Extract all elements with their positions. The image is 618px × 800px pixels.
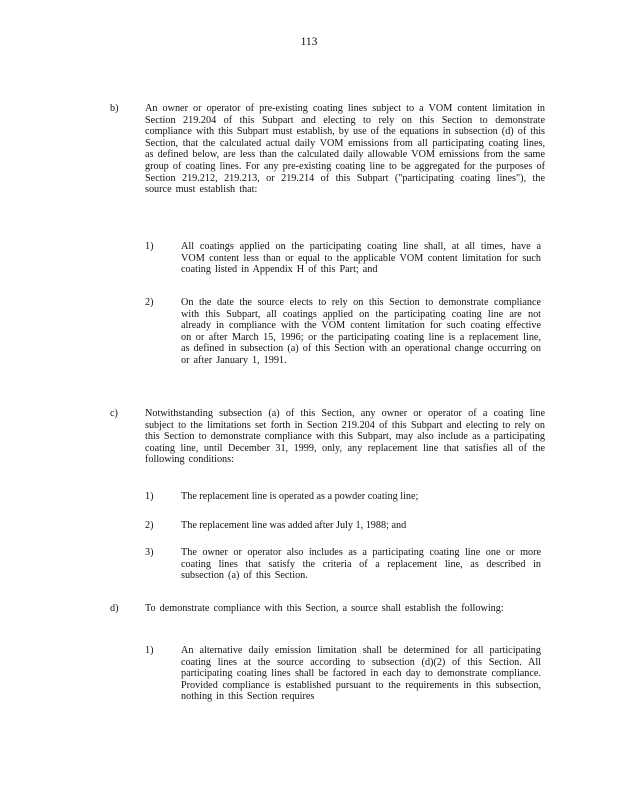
item-c-text: Notwithstanding subsection (a) of this Section, any owner or operator of a coating line subject to the limitations set forth in Section 219.204 of this Subpart and electing to rely on this Section to demonstrate compliance with this Subpart, may also include as a participating coating line, until December 31, 1999, only, any replacement line that satisfies all of the following conditions:	[145, 408, 545, 466]
item-c2-text: The replacement line was added after July 1, 1988; and	[181, 520, 407, 531]
item-c3-text: The owner or operator also includes as a participating coating line one or more coating lines that satisfy the criteria of a replacement line, as described in subsection (a) of this Section.	[181, 547, 541, 582]
item-c1-text: The replacement line is operated as a powder coating line;	[181, 491, 419, 502]
item-c-marker: c)	[110, 408, 118, 419]
item-b1-text: All coatings applied on the participating coating line shall, at all times, have a VOM content less than or equal to the applicable VOM content limitation for such coating listed in Appendix H of this Part; and	[181, 241, 541, 276]
item-d1-text: An alternative daily emission limitation shall be determined for all participating coating lines at the source according to subsection (d)(2) of this Section. All participating coating lines shall be factored in each day to demonstrate compliance. Provided compliance is established pursuant to the requirements in this subsection, nothing in this Section requires	[181, 645, 541, 703]
item-b2-marker: 2)	[145, 297, 154, 308]
item-d-text: To demonstrate compliance with this Section, a source shall establish the following:	[145, 603, 504, 614]
page-number: 113	[300, 36, 318, 48]
item-d-marker: d)	[110, 603, 119, 614]
item-c1-marker: 1)	[145, 491, 154, 502]
item-d1-marker: 1)	[145, 645, 154, 656]
item-b1-marker: 1)	[145, 241, 154, 252]
item-b2-text: On the date the source elects to rely on this Section to demonstrate compliance with this Subpart, all coatings applied on the participating coating line are not already in compliance with the VOM content limitation for such coating effective on or after March 15, 1996; or the participating coating line is a replacement line, as defined in subsection (a) of this Section with an operational change occurring on or after January 1, 1991.	[181, 297, 541, 366]
item-c3-marker: 3)	[145, 547, 154, 558]
item-b-text: An owner or operator of pre-existing coating lines subject to a VOM content limitation in Section 219.204 of this Subpart and electing to rely on this Section to demonstrate compliance with this Subpart must establish, by use of the equations in subsection (d) of this Section, that the calculated actual daily VOM emissions from all participating coating lines, as defined below, are less than the calculated daily allowable VOM emissions from the same group of coating lines. For any pre-existing coating line to be aggregated for the purposes of Section 219.212, 219.213, or 219.214 of this Subpart ("participating coating lines"), the source must establish that:	[145, 103, 545, 196]
item-c2-marker: 2)	[145, 520, 154, 531]
item-b-marker: b)	[110, 103, 119, 114]
